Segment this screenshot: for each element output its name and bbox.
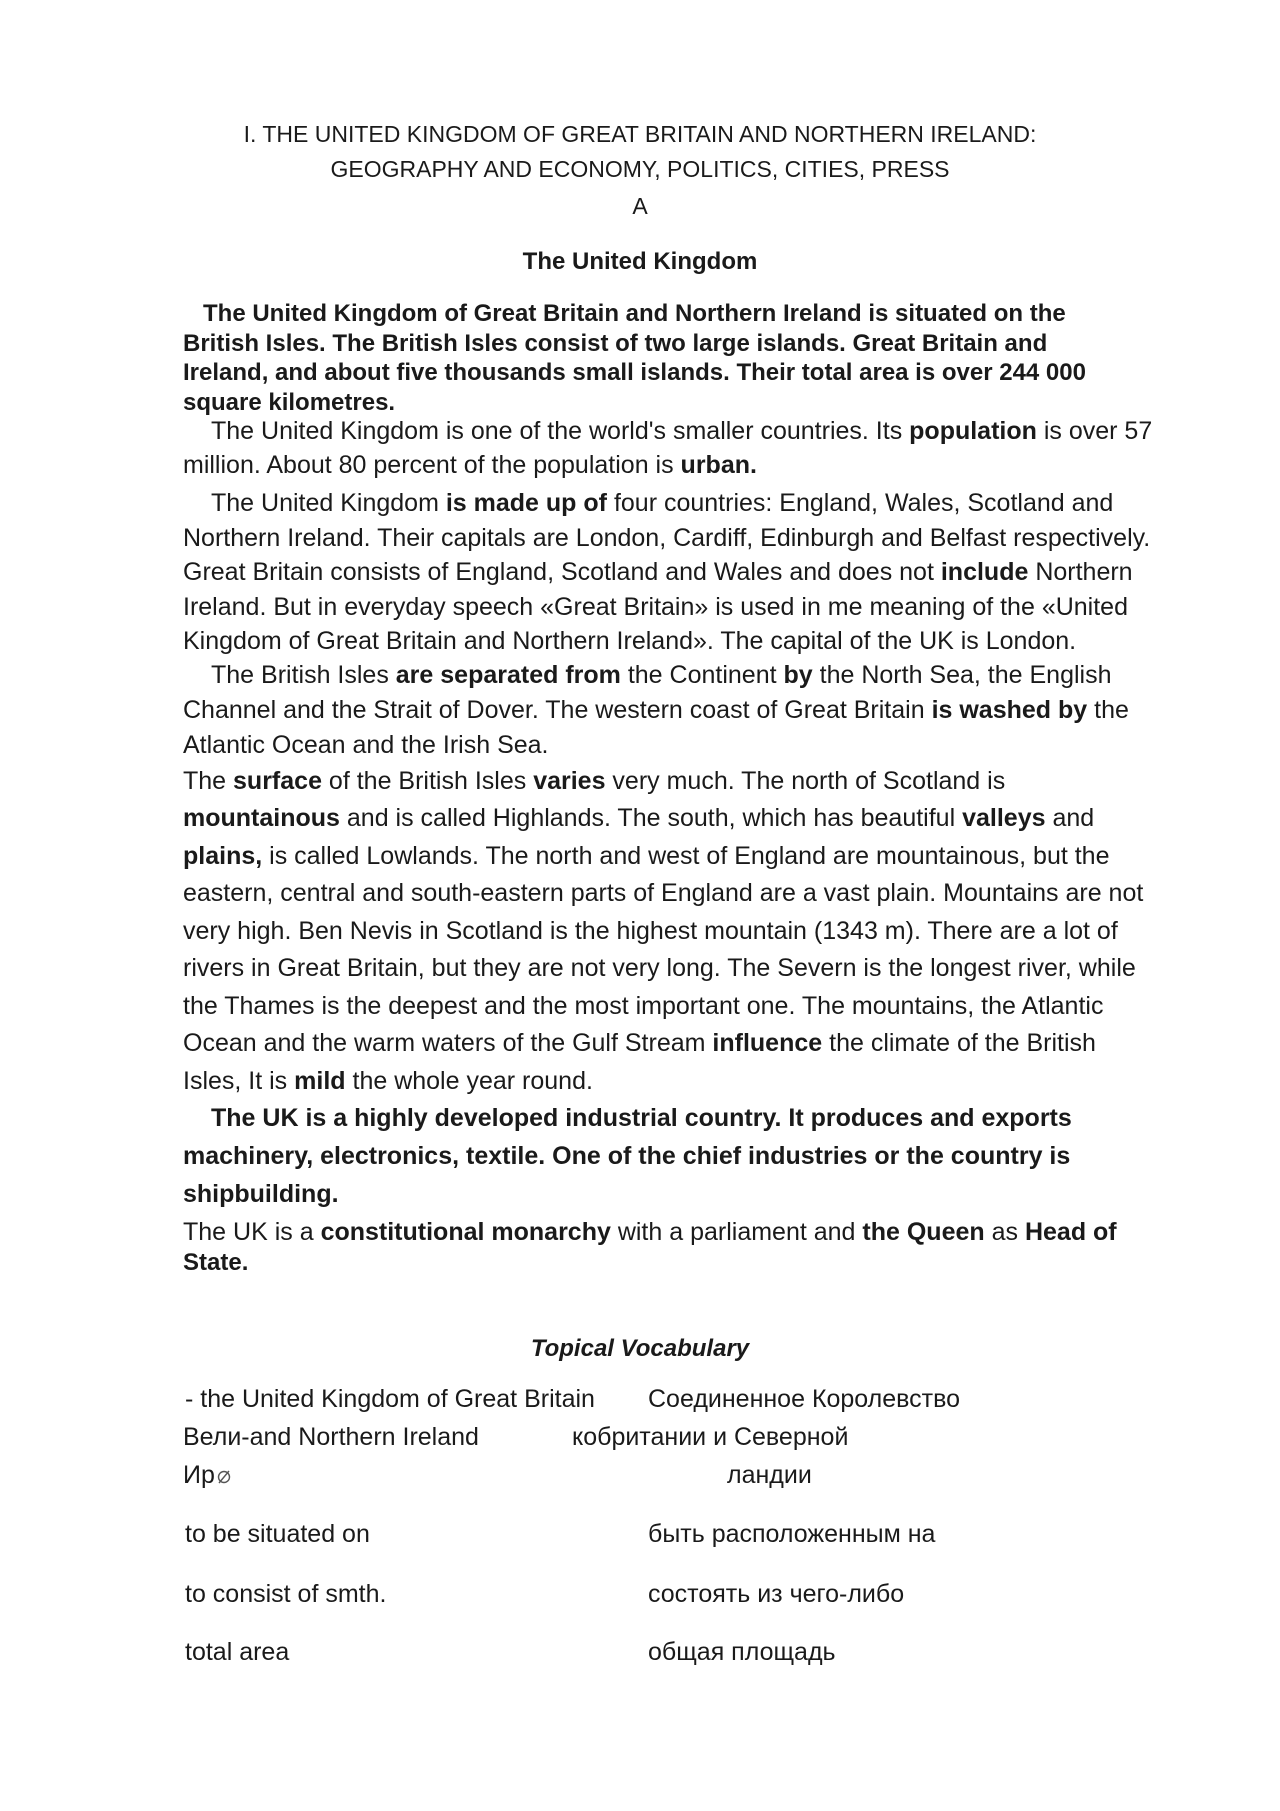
text-line: machinery, electronics, textile. One of the chief industries or the country is	[183, 1142, 1071, 1170]
vocabulary-term-ru: ландии	[727, 1461, 812, 1489]
key-term: are separated from	[395, 661, 621, 689]
text-run: the climate of the British	[822, 1029, 1096, 1057]
text-run: Ocean and the warm waters of the Gulf Stream	[183, 1029, 713, 1057]
key-term: the Queen	[862, 1218, 985, 1246]
text-line: rivers in Great Britain, but they are not very long. The Severn is the longest river, while	[183, 954, 1136, 982]
vocabulary-term-en: total area	[185, 1638, 290, 1666]
text-line: Ireland. But in everyday speech «Great Britain» is used in me meaning of the «United	[183, 593, 1128, 621]
section-letter: A	[632, 193, 648, 219]
text-line: Ireland, and about five thousands small islands. Their total area is over 244 000	[183, 359, 1086, 386]
text-run: the Continent	[620, 661, 784, 689]
text-line: square kilometres.	[183, 389, 396, 416]
text-line: British Isles. The British Isles consist of two large islands. Great Britain and	[183, 330, 1048, 357]
text-run: as	[984, 1218, 1025, 1246]
key-term: varies	[533, 767, 606, 795]
key-term: is washed by	[931, 696, 1088, 724]
key-term: include	[940, 558, 1029, 586]
text-run: and is called Highlands. The south, which has beautiful	[339, 804, 963, 832]
key-term: mild	[294, 1067, 346, 1095]
vocabulary-term-en: to consist of smth.	[185, 1580, 387, 1608]
text-run: million. About 80 percent of the population is	[183, 451, 681, 479]
empty-set-glyph-icon	[216, 1467, 232, 1485]
text-line: Atlantic Ocean and the Irish Sea.	[183, 731, 549, 759]
key-term: mountainous	[183, 804, 340, 832]
text-run: the whole year round.	[345, 1067, 593, 1095]
text-run: The UK is a	[183, 1218, 321, 1246]
key-term: influence	[712, 1029, 823, 1057]
text-run: Isles, It is	[183, 1067, 295, 1095]
vocabulary-term-ru: быть расположенным на	[648, 1520, 936, 1548]
text-line: shipbuilding.	[183, 1180, 339, 1208]
vocabulary-term-en	[183, 1461, 303, 1490]
text-run: the	[1087, 696, 1129, 724]
vocabulary-heading: Topical Vocabulary	[530, 1335, 750, 1362]
text-run: The	[183, 767, 234, 795]
text-line: the Thames is the deepest and the most important one. The mountains, the Atlantic	[183, 992, 1104, 1020]
document-title-line-1: I. THE UNITED KINGDOM OF GREAT BRITAIN AND NORTHERN IRELAND:	[243, 121, 1037, 147]
vocabulary-term-en: Вели-and Northern Ireland	[183, 1423, 479, 1451]
text-run: very much. The north of Scotland is	[605, 767, 1006, 795]
text-line: Northern Ireland. Their capitals are London, Cardiff, Edinburgh and Belfast respectively.	[183, 524, 1151, 552]
vocabulary-term-en: to be situated on	[185, 1520, 370, 1548]
key-term: urban.	[680, 451, 757, 479]
text-run: The British Isles	[211, 661, 396, 689]
text-line	[183, 1218, 1193, 1247]
vocabulary-term-ru: общая площадь	[648, 1638, 836, 1666]
key-term: is made up of	[445, 489, 607, 517]
key-term: surface	[233, 767, 322, 795]
text-run: The United Kingdom	[211, 489, 446, 517]
text-line	[183, 558, 1193, 587]
text-line	[183, 1029, 1193, 1058]
key-term: plains,	[183, 842, 263, 870]
key-term: Head of	[1024, 1218, 1117, 1246]
text-line	[211, 417, 1221, 446]
key-term: population	[909, 417, 1037, 445]
text-line	[183, 451, 1193, 480]
vocabulary-term-ru: кобритании и Северной	[572, 1423, 849, 1451]
key-term: valleys	[962, 804, 1046, 832]
text-line: very high. Ben Nevis in Scotland is the highest mountain (1343 m). There are a lot of	[183, 917, 1118, 945]
text-line: State.	[183, 1249, 249, 1276]
vocabulary-term-en: - the United Kingdom of Great Britain	[185, 1385, 595, 1413]
text-run: Ир	[183, 1461, 215, 1489]
text-line	[183, 842, 1193, 871]
text-run: with a parliament and	[610, 1218, 863, 1246]
text-line	[183, 1067, 1193, 1096]
text-run: Channel and the Strait of Dover. The western coast of Great Britain	[183, 696, 932, 724]
text-line	[211, 661, 1221, 690]
text-run: Northern	[1028, 558, 1133, 586]
text-run: The United Kingdom is one of the world's smaller countries. Its	[211, 417, 910, 445]
text-run: the North Sea, the English	[812, 661, 1112, 689]
document-title-line-2: GEOGRAPHY AND ECONOMY, POLITICS, CITIES, PRESS	[330, 156, 950, 182]
text-line	[183, 804, 1193, 833]
text-line	[183, 696, 1193, 725]
vocabulary-term-ru: состоять из чего-либо	[648, 1580, 905, 1608]
text-run: is called Lowlands. The north and west of England are mountainous, but the	[262, 842, 1110, 870]
text-line: The United Kingdom of Great Britain and Northern Ireland is situated on the	[203, 300, 1066, 327]
section-subtitle: The United Kingdom	[522, 248, 758, 275]
text-line	[183, 767, 1193, 796]
text-line: The UK is a highly developed industrial country. It produces and exports	[211, 1104, 1072, 1132]
vocabulary-term-ru: Соединенное Королевство	[648, 1385, 961, 1413]
text-line	[211, 489, 1221, 518]
text-run: four countries: England, Wales, Scotland and	[607, 489, 1114, 517]
text-line: eastern, central and south-eastern parts of England are a vast plain. Mountains are not	[183, 879, 1144, 907]
text-run: is over 57	[1036, 417, 1153, 445]
text-run: and	[1045, 804, 1095, 832]
text-line: Kingdom of Great Britain and Northern Ireland». The capital of the UK is London.	[183, 627, 1077, 655]
text-run: Great Britain consists of England, Scotland and Wales and does not	[183, 558, 941, 586]
key-term: by	[783, 661, 813, 689]
text-run: of the British Isles	[321, 767, 534, 795]
key-term: constitutional monarchy	[320, 1218, 611, 1246]
